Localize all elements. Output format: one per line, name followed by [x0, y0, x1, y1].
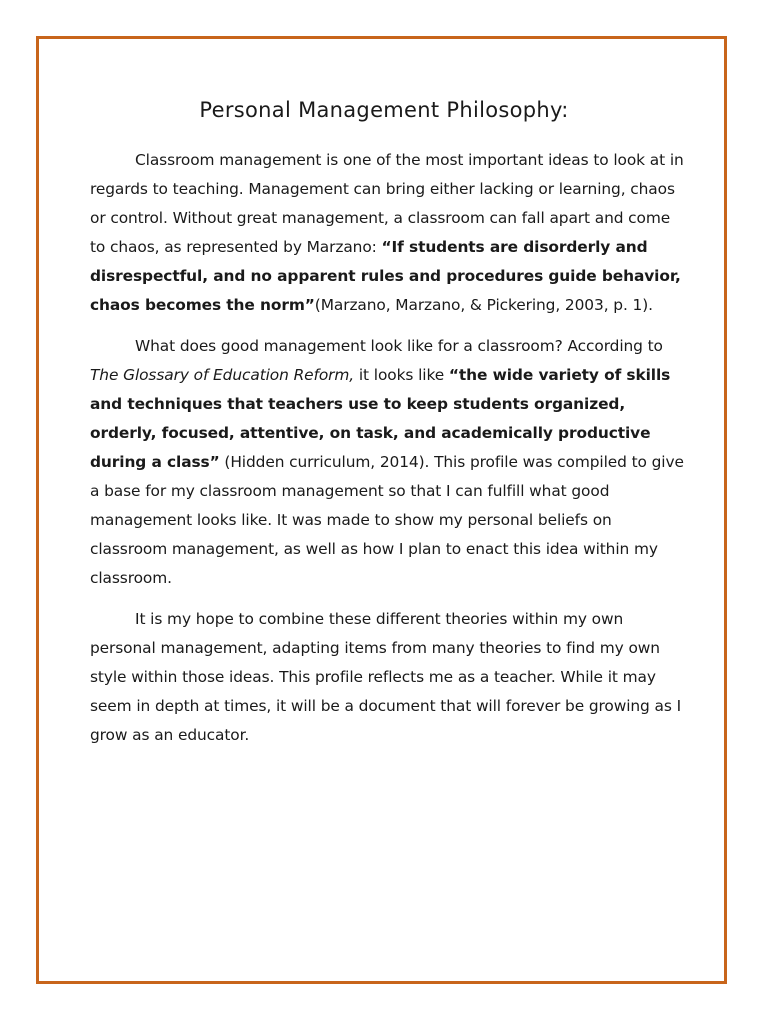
paragraph-1: [90, 146, 688, 320]
paragraph-3-text: It is my hope to combine these different theories within my own personal management, adapting items from many theories to find my own style within those ideas. This profile reflects me as a teacher. While it may seem in depth at times, it will be a document that will forever be growing as I grow as an educator.: [90, 610, 682, 744]
document-title: Personal Management Philosophy:: [199, 98, 569, 122]
paragraph-2-text-start: What does good management look like for a classroom? According to: [135, 337, 663, 355]
paragraph-2: [90, 332, 688, 593]
paragraph-2-text-end: (Hidden curriculum, 2014). This profile was compiled to give a base for my classroom management so that I can fulfill what good management looks like. It was made to show my personal beliefs on classroom management, as well as how I plan to enact this idea within my classroom.: [90, 453, 684, 587]
paragraph-1-text: Classroom management is one of the most important ideas to look at in regards to teaching. Management can bring either lacking or learning, chaos or control. Without great management, a classroom can fall apart and come to chaos, as represented by Marzano:: [90, 151, 684, 256]
paragraph-2-text-mid: it looks like: [354, 366, 449, 384]
paragraph-1-citation: (Marzano, Marzano, & Pickering, 2003, p. 1).: [314, 296, 653, 314]
paragraph-2-quote: “the wide variety of skills and techniques that teachers use to keep students organized, orderly, focused, attentive, on task, and academically productive during a class”: [90, 366, 671, 471]
paragraph-2-source-title: The Glossary of Education Reform,: [90, 366, 355, 384]
document-body: [90, 146, 688, 762]
paragraph-3: [90, 605, 688, 750]
paragraph-1-quote: “If students are disorderly and disrespectful, and no apparent rules and procedures guide behavior, chaos becomes the norm”: [90, 238, 681, 314]
